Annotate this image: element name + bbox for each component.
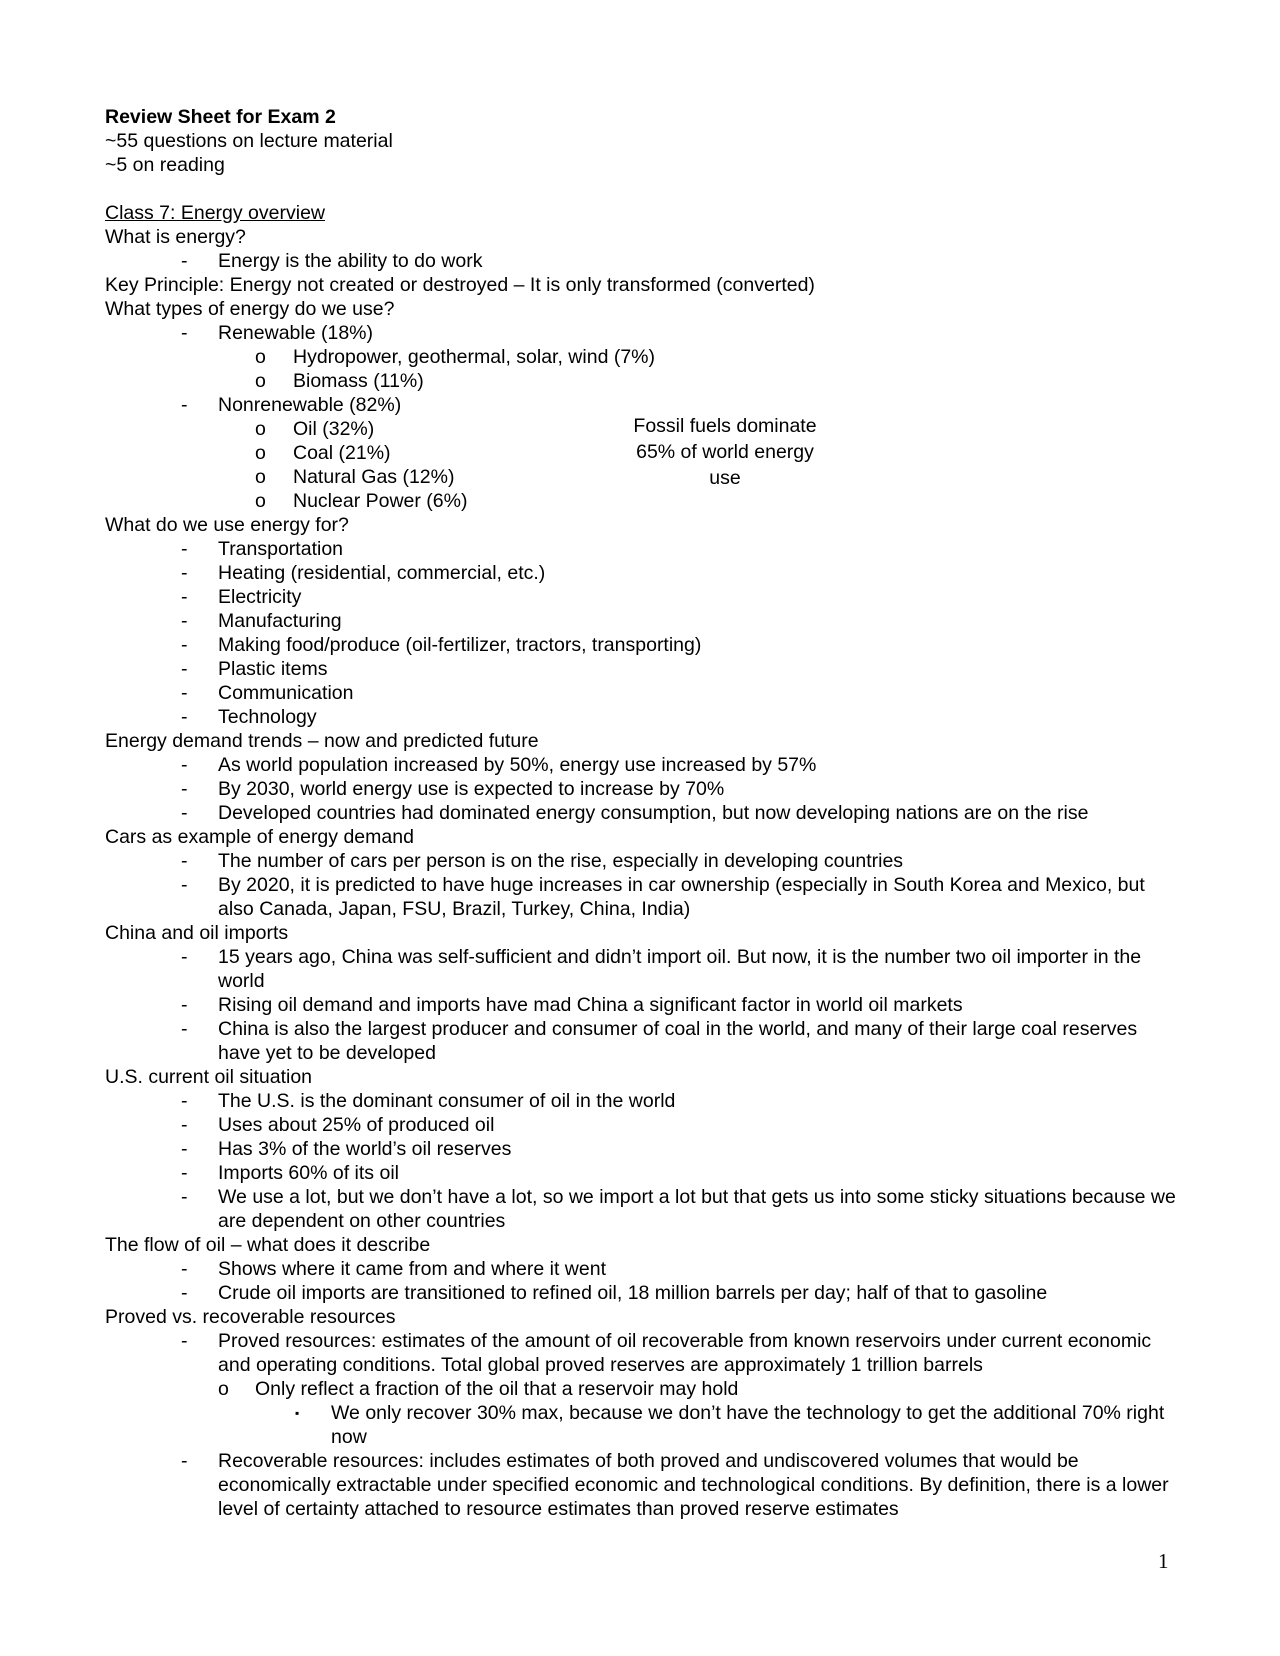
- circle-bullet: o: [255, 370, 266, 392]
- sub-list-item: o Only reflect a fraction of the oil that a reservoir may hold: [218, 1378, 739, 1400]
- dash-bullet: -: [181, 394, 188, 416]
- spacer: [105, 177, 1180, 201]
- list-item: - Uses about 25% of produced oil: [181, 1114, 495, 1136]
- list-item: - As world population increased by 50%, energy use increased by 57%: [181, 754, 817, 776]
- header-line: ~55 questions on lecture material: [105, 130, 393, 152]
- document-title: Review Sheet for Exam 2: [105, 106, 336, 128]
- circle-bullet: o: [218, 1378, 229, 1400]
- document-body: [105, 105, 1180, 1521]
- dash-bullet: -: [181, 1090, 188, 1112]
- dash-bullet: -: [181, 562, 188, 584]
- sub-list-item: o Biomass (11%): [255, 370, 424, 392]
- dash-bullet: -: [181, 706, 188, 728]
- list-item: - China is also the largest producer and consumer of coal in the world, and many of their large coal reserves have yet to be developed: [181, 1018, 1138, 1064]
- list-item: - We use a lot, but we don’t have a lot, so we import a lot but that gets us into some sticky situations because we are dependent on other countries: [181, 1186, 1176, 1232]
- dash-bullet: -: [181, 754, 188, 776]
- list-item: - The number of cars per person is on the rise, especially in developing countries: [181, 850, 904, 872]
- list-item: - Shows where it came from and where it went: [181, 1258, 607, 1280]
- question: China and oil imports: [105, 922, 289, 944]
- list-item: - Renewable (18%): [181, 322, 374, 344]
- dash-bullet: -: [181, 994, 188, 1016]
- list-item: - Making food/produce (oil-fertilizer, tractors, transporting): [181, 634, 702, 656]
- question: U.S. current oil situation: [105, 1066, 313, 1088]
- sub-list-item: o Coal (21%): [255, 442, 391, 464]
- circle-bullet: o: [255, 466, 266, 488]
- sub-list-item: o Nuclear Power (6%): [255, 490, 468, 512]
- dash-bullet: -: [181, 1114, 188, 1136]
- list-item: - By 2020, it is predicted to have huge increases in car ownership (especially in South Korea and Mexico, but also Canada, Japan, FSU, Brazil, Turkey, China, India): [181, 874, 1145, 920]
- list-item: - Manufacturing: [181, 610, 342, 632]
- list-item: - Crude oil imports are transitioned to refined oil, 18 million barrels per day; half of that to gasoline: [181, 1282, 1048, 1304]
- circle-bullet: o: [255, 490, 266, 512]
- dash-bullet: -: [181, 802, 188, 824]
- dash-bullet: -: [181, 1450, 188, 1472]
- dash-bullet: -: [181, 658, 188, 680]
- list-item: - By 2030, world energy use is expected to increase by 70%: [181, 778, 725, 800]
- sub-sub-list-item: ▪ We only recover 30% max, because we don’t have the technology to get the additional 70% right now: [295, 1402, 1165, 1448]
- sub-list-item: o Natural Gas (12%): [255, 466, 455, 488]
- list-item: - Communication: [181, 682, 354, 704]
- dash-bullet: -: [181, 586, 188, 608]
- list-item: - Transportation: [181, 538, 344, 560]
- dash-bullet: -: [181, 1018, 188, 1040]
- key-principle: Key Principle: Energy not created or destroyed – It is only transformed (converted): [105, 274, 815, 296]
- page-number: 1: [1158, 1549, 1169, 1573]
- square-bullet: ▪: [295, 1406, 300, 1420]
- question: What do we use energy for?: [105, 514, 349, 536]
- list-item: - 15 years ago, China was self-sufficient and didn’t import oil. But now, it is the number two oil importer in the world: [181, 946, 1142, 992]
- dash-bullet: -: [181, 1138, 188, 1160]
- dash-bullet: -: [181, 682, 188, 704]
- dash-bullet: -: [181, 874, 188, 896]
- dash-bullet: -: [181, 1282, 188, 1304]
- dash-bullet: -: [181, 1258, 188, 1280]
- list-item: - Developed countries had dominated energy consumption, but now developing nations are on the rise: [181, 802, 1089, 824]
- question: The flow of oil – what does it describe: [105, 1234, 431, 1256]
- dash-bullet: -: [181, 778, 188, 800]
- question: Energy demand trends – now and predicted future: [105, 730, 539, 752]
- note-line: Fossil fuels dominate: [633, 415, 817, 437]
- dash-bullet: -: [181, 322, 188, 344]
- header-line: ~5 on reading: [105, 154, 225, 176]
- list-item: - Technology: [181, 706, 317, 728]
- dash-bullet: -: [181, 538, 188, 560]
- list-item: - Imports 60% of its oil: [181, 1162, 399, 1184]
- dash-bullet: -: [181, 250, 188, 272]
- sub-list-item: o Hydropower, geothermal, solar, wind (7%): [255, 346, 655, 368]
- list-item: - Heating (residential, commercial, etc.): [181, 562, 546, 584]
- sub-list-item: o Oil (32%): [255, 418, 375, 440]
- list-item: - Rising oil demand and imports have mad China a significant factor in world oil markets: [181, 994, 963, 1016]
- list-item: - Has 3% of the world’s oil reserves: [181, 1138, 512, 1160]
- dash-bullet: -: [181, 850, 188, 872]
- note-line: use: [709, 467, 741, 489]
- dash-bullet: -: [181, 1186, 188, 1208]
- fossil-fuels-note: [615, 413, 835, 491]
- dash-bullet: -: [181, 1330, 188, 1352]
- dash-bullet: -: [181, 634, 188, 656]
- dash-bullet: -: [181, 946, 188, 968]
- note-line: 65% of world energy: [636, 441, 814, 463]
- dash-bullet: -: [181, 1162, 188, 1184]
- question: Proved vs. recoverable resources: [105, 1306, 396, 1328]
- question: What is energy?: [105, 226, 246, 248]
- circle-bullet: o: [255, 346, 266, 368]
- question: What types of energy do we use?: [105, 298, 395, 320]
- list-item: - Plastic items: [181, 658, 328, 680]
- list-item: - Nonrenewable (82%): [181, 394, 402, 416]
- dash-bullet: -: [181, 610, 188, 632]
- circle-bullet: o: [255, 442, 266, 464]
- question: Cars as example of energy demand: [105, 826, 414, 848]
- list-item: - Proved resources: estimates of the amount of oil recoverable from known reservoirs under current economic and operating conditions. Total global proved reserves are approximately 1 trillion barrels: [181, 1330, 1152, 1376]
- list-item: - Recoverable resources: includes estimates of both proved and undiscovered volumes that would be economically extractable under specified economic and technological conditions. By definition, there is a lower level of certainty attached to resource estimates than proved reserve estimates: [181, 1450, 1169, 1520]
- list-item: - The U.S. is the dominant consumer of oil in the world: [181, 1090, 676, 1112]
- circle-bullet: o: [255, 418, 266, 440]
- section-heading: Class 7: Energy overview: [105, 202, 326, 224]
- list-item: - Electricity: [181, 586, 302, 608]
- list-item: - Energy is the ability to do work: [181, 250, 483, 272]
